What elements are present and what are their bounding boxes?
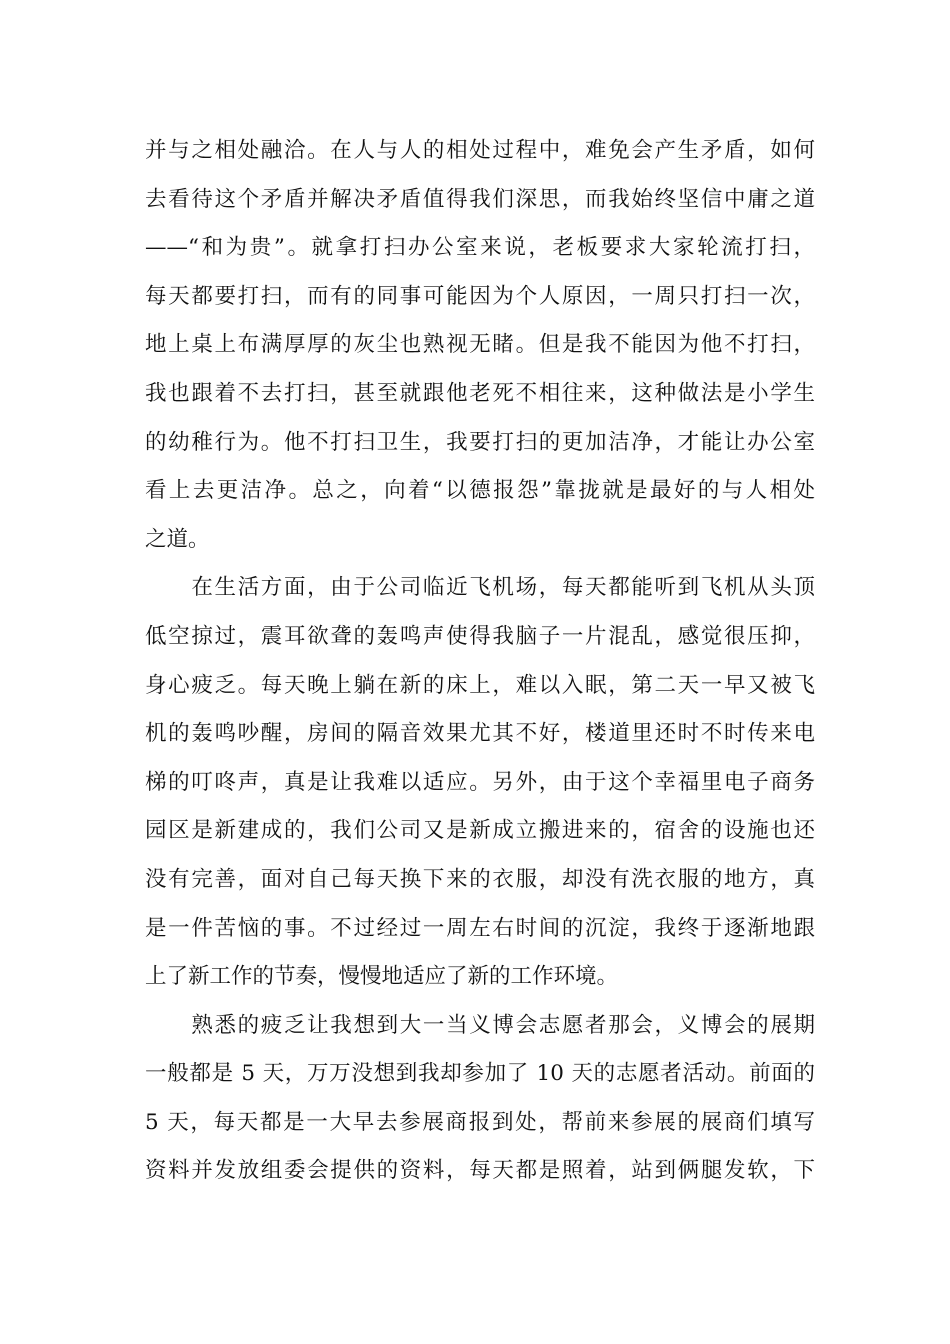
- paragraph: [145, 564, 815, 1001]
- text-line: ——“和为贵”。就拿打扫办公室来说，老板要求大家轮流打扫，: [145, 235, 815, 261]
- text-line: 身心疲乏。每天晚上躺在新的床上，难以入眠，第二天一早又被飞: [145, 672, 815, 698]
- text-line: 地上桌上布满厚厚的灰尘也熟视无睹。但是我不能因为他不打扫，: [145, 332, 815, 358]
- text-line: 之道。: [145, 526, 210, 552]
- body-text: [145, 127, 815, 1196]
- text-line: 园区是新建成的，我们公司又是新成立搬进来的，宿舍的设施也还: [145, 818, 815, 844]
- text-line: 我也跟着不去打扫，甚至就跟他老死不相往来，这种做法是小学生: [145, 380, 815, 406]
- text-line: 没有完善，面对自己每天换下来的衣服，却没有洗衣服的地方，真: [145, 866, 815, 892]
- text-line: 机的轰鸣吵醒，房间的隔音效果尤其不好，楼道里还时不时传来电: [145, 721, 815, 747]
- text-line: 梯的叮咚声，真是让我难以适应。另外，由于这个幸福里电子商务: [145, 769, 815, 795]
- text-line: 熟悉的疲乏让我想到大一当义博会志愿者那会，义博会的展期: [145, 1012, 815, 1038]
- text-line: 在生活方面，由于公司临近飞机场，每天都能听到飞机从头顶: [145, 575, 815, 601]
- text-line: 上了新工作的节奏，慢慢地适应了新的工作环境。: [145, 964, 619, 990]
- text-line: 的幼稚行为。他不打扫卫生，我要打扫的更加洁净，才能让办公室: [145, 429, 815, 455]
- paragraph: [145, 1002, 815, 1196]
- text-line: 并与之相处融洽。在人与人的相处过程中，难免会产生矛盾，如何: [145, 138, 815, 163]
- text-line: 低空掠过，震耳欲聋的轰鸣声使得我脑子一片混乱，感觉很压抑，: [145, 623, 815, 649]
- text-line: 资料并发放组委会提供的资料，每天都是照着，站到俩腿发软，下: [145, 1158, 815, 1184]
- text-line: 看上去更洁净。总之，向着“以德报怨”靠拢就是最好的与人相处: [145, 478, 815, 504]
- text-line: 5 天，每天都是一大早去参展商报到处，帮前来参展的展商们填写: [145, 1109, 815, 1135]
- paragraph: [145, 127, 815, 564]
- text-line: 每天都要打扫，而有的同事可能因为个人原因，一周只打扫一次，: [145, 283, 815, 309]
- text-line: 一般都是 5 天，万万没想到我却参加了 10 天的志愿者活动。前面的: [145, 1061, 815, 1087]
- text-line: 去看待这个矛盾并解决矛盾值得我们深思，而我始终坚信中庸之道: [145, 186, 815, 212]
- text-line: 是一件苦恼的事。不过经过一周左右时间的沉淀，我终于逐渐地跟: [145, 915, 815, 941]
